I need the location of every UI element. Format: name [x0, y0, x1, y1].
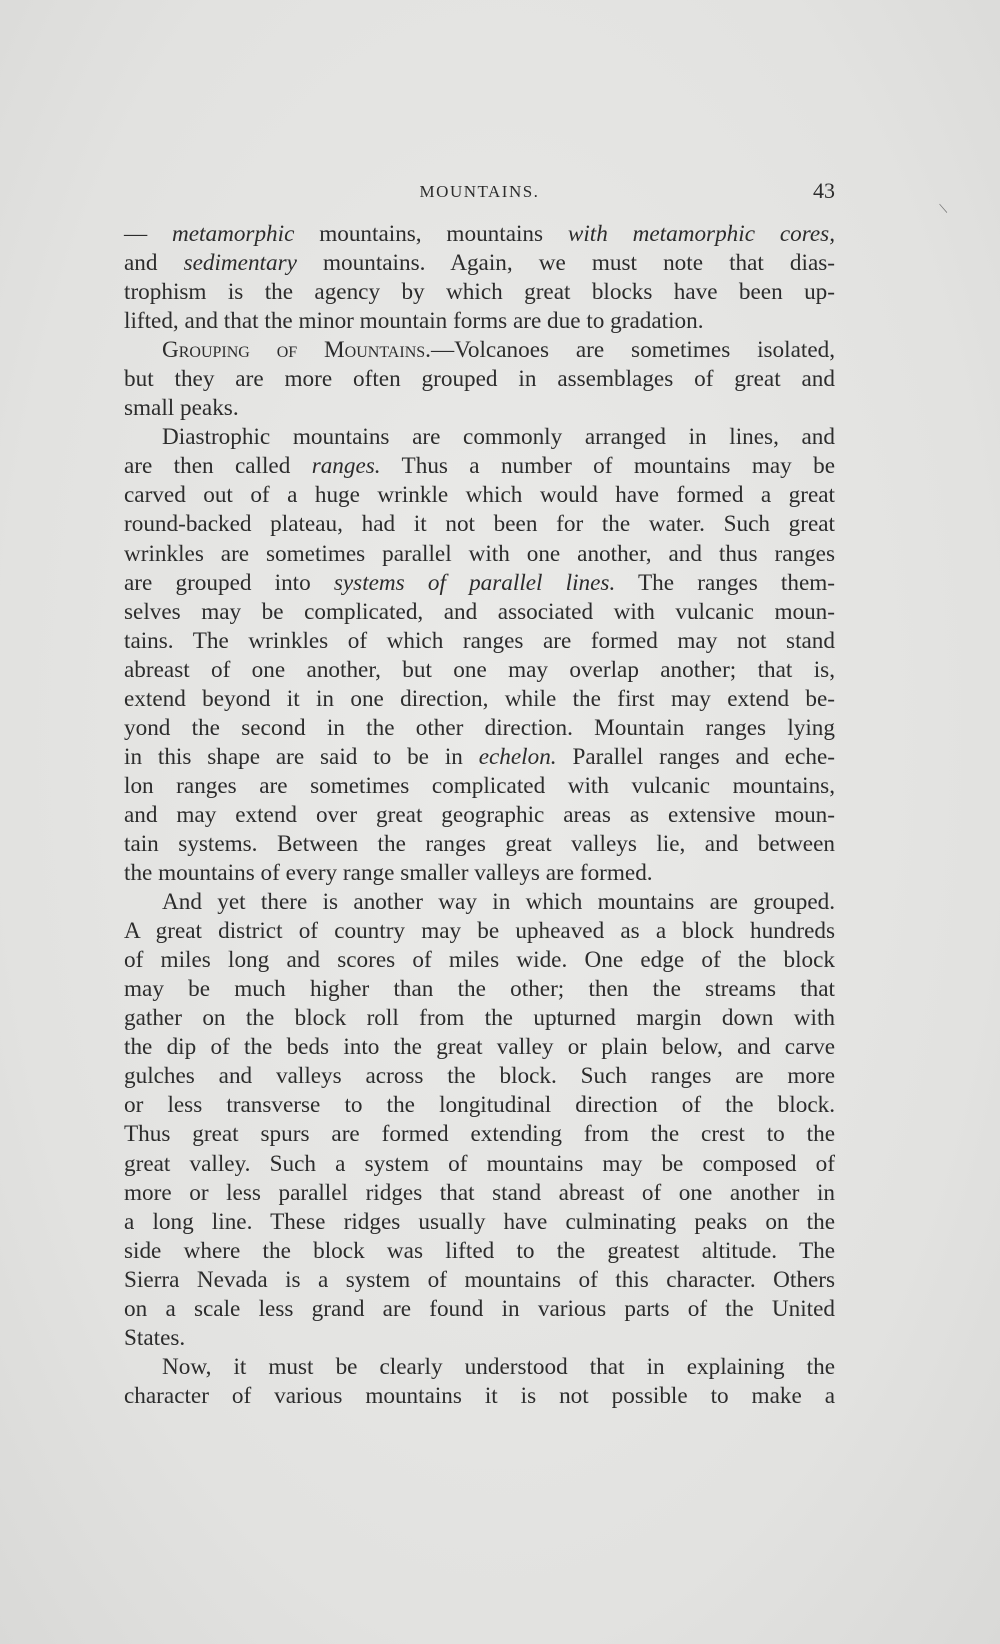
- text-line: [124, 946, 835, 975]
- text-run: —: [124, 221, 173, 247]
- text-line: [124, 394, 835, 423]
- text-line: [124, 1208, 835, 1237]
- text-line: [124, 278, 835, 307]
- text-run: tains. The wrinkles of which ranges are formed may not stand: [124, 627, 835, 654]
- text-line: [124, 801, 835, 830]
- text-line: [124, 714, 835, 743]
- text-run: of miles long and scores of miles wide. One edge of the block: [124, 947, 835, 974]
- italic-text: with metamorphic cores,: [567, 221, 835, 247]
- text-run: a long line. These ridges usually have culminating peaks on the: [124, 1208, 835, 1235]
- text-run: —Volcanoes are sometimes isolated,: [430, 337, 835, 364]
- text-run: Parallel ranges and eche-: [556, 743, 835, 770]
- text-run: gulches and valleys across the block. Such ranges are more: [124, 1063, 835, 1090]
- italic-text: echelon.: [478, 743, 557, 770]
- text-line: [124, 452, 835, 481]
- text-line: [124, 510, 835, 539]
- text-run: carved out of a huge wrinkle which would have formed a great: [124, 482, 835, 509]
- text-line: [124, 220, 835, 249]
- text-run: or less transverse to the longitudinal direction of the block.: [124, 1092, 835, 1119]
- italic-text: sedimentary: [183, 250, 297, 277]
- page-mark: /: [935, 202, 953, 215]
- text-run: great valley. Such a system of mountains may be composed of: [124, 1150, 835, 1177]
- text-line: [124, 365, 835, 394]
- text-run: Thus a number of mountains may be: [380, 453, 835, 480]
- text-run: side where the block was lifted to the greatest altitude. The: [124, 1237, 835, 1264]
- text-run: abreast of one another, but one may overlap another; that is,: [124, 656, 835, 683]
- text-line: [124, 772, 835, 801]
- text-run: yond the second in the other direction. Mountain ranges lying: [124, 714, 835, 741]
- text-run: in this shape are said to be in: [124, 743, 479, 770]
- text-line: [124, 917, 835, 946]
- text-line: [124, 307, 835, 336]
- italic-text: metamorphic: [172, 221, 295, 247]
- text-line: [124, 598, 835, 627]
- text-run: lon ranges are sometimes complicated with vulcanic mountains,: [124, 772, 835, 799]
- text-line: [124, 569, 835, 598]
- text-run: gather on the block roll from the upturned margin down with: [124, 1005, 835, 1032]
- text-run: round-backed plateau, had it not been for the water. Such great: [124, 511, 835, 538]
- text-run: And yet there is another way in which mountains are grouped.: [162, 889, 835, 916]
- text-line: [124, 1033, 835, 1062]
- text-run: Now, it must be clearly understood that in explaining the: [162, 1353, 835, 1380]
- text-run: small peaks.: [124, 395, 239, 422]
- text-run: are then called: [124, 453, 312, 480]
- running-head-title: MOUNTAINS.: [419, 182, 540, 201]
- text-line: [124, 830, 835, 859]
- section-heading: Grouping of Mountains.: [162, 337, 431, 364]
- text-run: character of various mountains it is not possible to make a: [124, 1382, 835, 1409]
- text-run: A great district of country may be upheaved as a block hundreds: [124, 918, 835, 945]
- text-line: [124, 336, 835, 365]
- text-line: [124, 540, 835, 569]
- text-line: [124, 656, 835, 685]
- text-run: and may extend over great geographic areas as extensive moun-: [124, 801, 835, 828]
- text-run: and: [124, 250, 184, 277]
- text-run: selves may be complicated, and associated with vulcanic moun-: [124, 598, 835, 625]
- text-line: [124, 1150, 835, 1179]
- text-run: on a scale less grand are found in various parts of the United: [124, 1295, 835, 1322]
- text-run: Diastrophic mountains are commonly arranged in lines, and: [162, 424, 835, 451]
- text-line: [124, 627, 835, 656]
- text-run: States.: [124, 1324, 186, 1351]
- text-line: [124, 1091, 835, 1120]
- text-line: [124, 888, 835, 917]
- text-run: mountains, mountains: [294, 221, 568, 247]
- text-run: lifted, and that the minor mountain forms are due to gradation.: [124, 308, 704, 335]
- text-line: [124, 1120, 835, 1149]
- text-run: but they are more often grouped in assemblages of great and: [124, 366, 835, 393]
- text-run: Sierra Nevada is a system of mountains of this character. Others: [124, 1266, 835, 1293]
- italic-text: systems of parallel lines.: [333, 569, 616, 596]
- page-number: 43: [813, 178, 835, 203]
- text-run: more or less parallel ridges that stand abreast of one another in: [124, 1179, 835, 1206]
- text-run: the mountains of every range smaller valleys are formed.: [124, 860, 653, 887]
- text-line: [124, 975, 835, 1004]
- text-line: [124, 1237, 835, 1266]
- text-run: are grouped into: [124, 569, 334, 596]
- text-line: [124, 1004, 835, 1033]
- text-line: [124, 859, 835, 888]
- text-run: mountains. Again, we must note that dias-: [296, 250, 835, 277]
- running-head: [124, 178, 835, 208]
- text-line: [124, 1382, 835, 1411]
- text-line: [124, 1179, 835, 1208]
- text-run: wrinkles are sometimes parallel with one another, and thus ranges: [124, 540, 835, 567]
- text-line: [124, 1324, 835, 1353]
- text-line: [124, 1353, 835, 1382]
- text-line: [124, 685, 835, 714]
- italic-text: ranges.: [311, 453, 381, 480]
- text-run: Thus great spurs are formed extending from the crest to the: [124, 1121, 835, 1148]
- text-line: [124, 423, 835, 452]
- body-text: [124, 220, 835, 1411]
- text-line: [124, 1295, 835, 1324]
- text-run: extend beyond it in one direction, while the first may extend be-: [124, 685, 835, 712]
- text-line: [124, 1062, 835, 1091]
- text-run: the dip of the beds into the great valley or plain below, and carve: [124, 1034, 835, 1061]
- text-line: [124, 481, 835, 510]
- text-run: may be much higher than the other; then the streams that: [124, 976, 835, 1003]
- text-line: [124, 743, 835, 772]
- text-line: [124, 1266, 835, 1295]
- text-run: The ranges them-: [615, 569, 835, 596]
- text-run: tain systems. Between the ranges great valleys lie, and between: [124, 830, 835, 857]
- text-run: trophism is the agency by which great blocks have been up-: [124, 279, 835, 306]
- text-line: [124, 249, 835, 278]
